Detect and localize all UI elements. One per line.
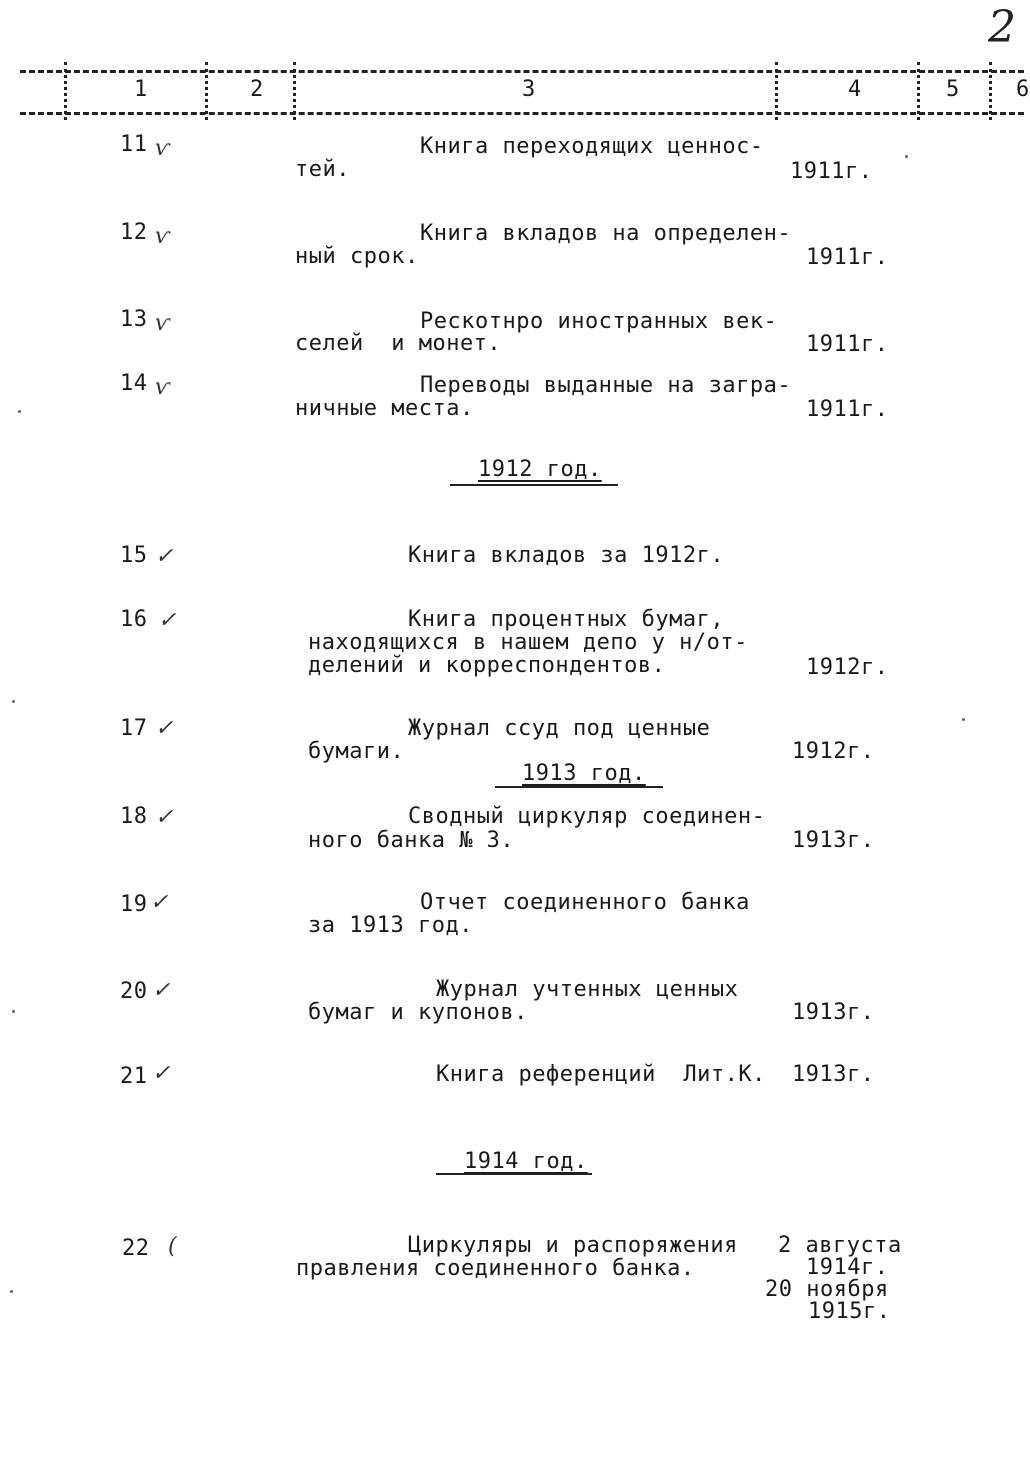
row-number: 19 — [120, 892, 148, 917]
page-number: 2 — [988, 2, 1016, 53]
scan-speck — [905, 155, 908, 158]
check-mark: ✓ — [155, 805, 174, 830]
row-date: 1913г. — [792, 828, 875, 853]
check-mark: ⱱ — [155, 375, 170, 400]
scan-speck — [18, 410, 21, 413]
check-mark: ✓ — [150, 890, 169, 915]
column-separator — [989, 62, 992, 120]
row-title-line: Книга вкладов за 1912г. — [408, 543, 725, 568]
row-date: 1911г. — [806, 245, 889, 270]
row-title-line: Книга вкладов на определен- — [420, 221, 792, 246]
row-title-line: бумаги. — [308, 739, 405, 764]
row-date: 1911г. — [806, 397, 889, 422]
row-number: 15 — [120, 543, 148, 568]
column-separator — [293, 62, 296, 120]
row-number: 13 — [120, 307, 148, 332]
row-title-line: бумаг и купонов. — [308, 1000, 528, 1025]
column-header-1: 1 — [134, 77, 148, 102]
row-title-line: за 1913 год. — [308, 913, 473, 938]
column-separator — [917, 62, 920, 120]
row-title-line: правления соединенного банка. — [296, 1256, 695, 1281]
row-title-line: Переводы выданные на загра- — [420, 373, 792, 398]
row-title-line: селей и монет. — [295, 331, 502, 356]
column-header-3: 3 — [522, 77, 536, 102]
row-date: 1915г. — [808, 1299, 891, 1324]
scan-speck — [12, 700, 15, 703]
row-number: 16 — [120, 607, 148, 632]
header-bottom-rule — [20, 112, 1024, 115]
heading-underline — [495, 786, 663, 788]
row-date: 2 августа — [778, 1233, 902, 1258]
column-header-6: 6 — [1016, 77, 1030, 102]
column-separator — [205, 62, 208, 120]
heading-underline — [436, 1173, 592, 1175]
header-top-rule — [20, 70, 1024, 73]
row-date: 20 ноября — [765, 1277, 889, 1302]
column-separator — [64, 62, 67, 120]
row-number: 17 — [120, 716, 148, 741]
year-heading-1912: 1912 год. — [478, 457, 602, 482]
row-date: 1911г. — [806, 332, 889, 357]
column-header-5: 5 — [946, 77, 960, 102]
check-mark: ✓ — [155, 716, 174, 741]
check-mark: ✓ — [158, 608, 177, 633]
column-header-2: 2 — [250, 77, 264, 102]
scan-speck — [962, 718, 965, 721]
row-title-line: тей. — [295, 157, 350, 182]
row-date: 1912г. — [806, 655, 889, 680]
column-header-4: 4 — [848, 77, 862, 102]
row-title-line: Отчет соединенного банка — [420, 890, 750, 915]
row-date: 1912г. — [792, 739, 875, 764]
check-mark: ( — [168, 1234, 177, 1259]
row-date: 1913г. — [792, 1062, 875, 1087]
row-number: 21 — [120, 1064, 148, 1089]
row-title-line: Циркуляры и распоряжения — [408, 1233, 738, 1258]
check-mark: ✓ — [152, 978, 171, 1003]
row-date: 1914г. — [806, 1255, 889, 1280]
row-title-line: Журнал учтенных ценных — [436, 977, 739, 1002]
scan-speck — [10, 1290, 13, 1293]
row-title-line: ного банка № 3. — [308, 828, 515, 853]
row-number: 12 — [120, 220, 148, 245]
row-title-line: Журнал ссуд под ценные — [408, 716, 711, 741]
row-title-line: Книга переходящих ценнос- — [420, 134, 764, 159]
check-mark: ⱱ — [155, 311, 170, 336]
row-date: 1911г. — [790, 159, 873, 184]
row-title-line: Рескотнро иностранных век- — [420, 309, 778, 334]
check-mark: ⱱ — [155, 224, 170, 249]
year-heading-1914: 1914 год. — [464, 1149, 588, 1174]
column-separator — [775, 62, 778, 120]
row-title-line: ничные места. — [295, 396, 474, 421]
check-mark: ✓ — [152, 1061, 171, 1086]
row-number: 20 — [120, 979, 148, 1004]
row-number: 22 — [122, 1236, 150, 1261]
check-mark: ✓ — [155, 544, 174, 569]
row-number: 18 — [120, 804, 148, 829]
check-mark: ⱱ — [155, 136, 170, 161]
row-title-line: делений и корреспондентов. — [308, 653, 666, 678]
row-number: 14 — [120, 371, 148, 396]
scan-speck — [12, 1010, 15, 1013]
row-title-line: Сводный циркуляр соединен- — [408, 804, 766, 829]
row-title-line: ный срок. — [295, 244, 419, 269]
year-heading-1913: 1913 год. — [522, 761, 646, 786]
row-date: 1913г. — [792, 1000, 875, 1025]
row-title-line: Книга референций Лит.К. — [436, 1062, 766, 1087]
heading-underline — [450, 484, 618, 486]
row-title-line: Книга процентных бумаг, — [408, 607, 725, 632]
row-title-line: находящихся в нашем депо у н/от- — [308, 630, 748, 655]
row-number: 11 — [120, 132, 148, 157]
